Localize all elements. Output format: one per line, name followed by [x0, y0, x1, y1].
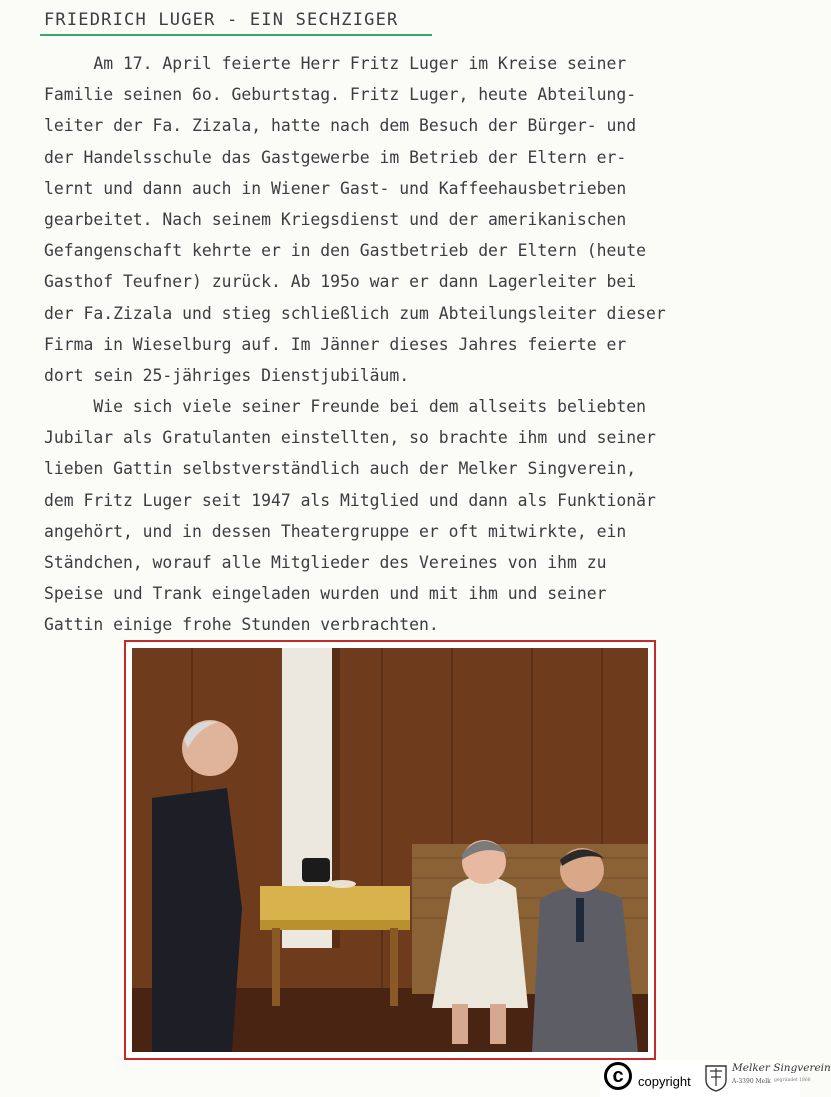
- text-line: leiter der Fa. Zizala, hatte nach dem Besuch der Bürger- und: [44, 116, 637, 136]
- crest-icon: [704, 1062, 728, 1092]
- celebration-photo: [132, 648, 648, 1052]
- copyright-label: copyright: [638, 1074, 691, 1089]
- text-line: Gefangenschaft kehrte er in den Gastbetrieb der Eltern (heute: [44, 241, 646, 261]
- text-line: lieben Gattin selbstverständlich auch der Melker Singverein,: [44, 459, 637, 479]
- org-address: A-3390 Melk: [732, 1078, 771, 1085]
- text-line: Am 17. April feierte Herr Fritz Luger im Kreise seiner: [44, 54, 627, 73]
- text-line: Wie sich viele seiner Freunde bei dem allseits beliebten: [44, 397, 646, 417]
- text-line: der Fa.Zizala und stieg schließlich zum Abteilungsleiter dieser: [44, 303, 666, 323]
- text-line: gearbeitet. Nach seinem Kriegsdienst und der amerikanischen: [44, 209, 627, 229]
- org-founded: gegründet 1866: [774, 1078, 811, 1083]
- photo-frame: [124, 640, 656, 1060]
- text-line: lernt und dann auch in Wiener Gast- und Kaffeehausbetrieben: [44, 178, 627, 198]
- text-line: Familie seinen 6o. Geburtstag. Fritz Luger, heute Abteilung-: [44, 85, 637, 105]
- footer-watermark: [600, 1060, 831, 1097]
- text-line: der Handelsschule das Gastgewerbe im Betrieb der Eltern er-: [44, 147, 627, 167]
- photo-illustration: [132, 648, 648, 1052]
- copyright-icon: c: [604, 1062, 632, 1090]
- text-line: Gasthof Teufner) zurück. Ab 195o war er dann Lagerleiter bei: [44, 272, 637, 292]
- text-line: Firma in Wieselburg auf. Im Jänner dieses Jahres feierte er: [44, 334, 627, 354]
- text-line: dort sein 25-jähriges Dienstjubiläum.: [44, 365, 410, 385]
- text-line: Gattin einige frohe Stunden verbrachten.: [44, 615, 439, 635]
- text-line: angehört, und in dessen Theatergruppe er oft mitwirkte, ein: [44, 521, 627, 541]
- article-body: [44, 48, 784, 641]
- text-line: Jubilar als Gratulanten einstellten, so brachte ihm und seiner: [44, 428, 656, 448]
- article-title: FRIEDRICH LUGER - EIN SECHZIGER: [44, 10, 399, 30]
- text-line: dem Fritz Luger seit 1947 als Mitglied und dann als Funktionär: [44, 490, 656, 510]
- text-line: Speise und Trank eingeladen wurden und mit ihm und seiner: [44, 584, 607, 604]
- title-underline: [40, 34, 432, 36]
- text-line: Ständchen, worauf alle Mitglieder des Vereines von ihm zu: [44, 553, 607, 572]
- org-name: Melker Singverein: [732, 1062, 831, 1074]
